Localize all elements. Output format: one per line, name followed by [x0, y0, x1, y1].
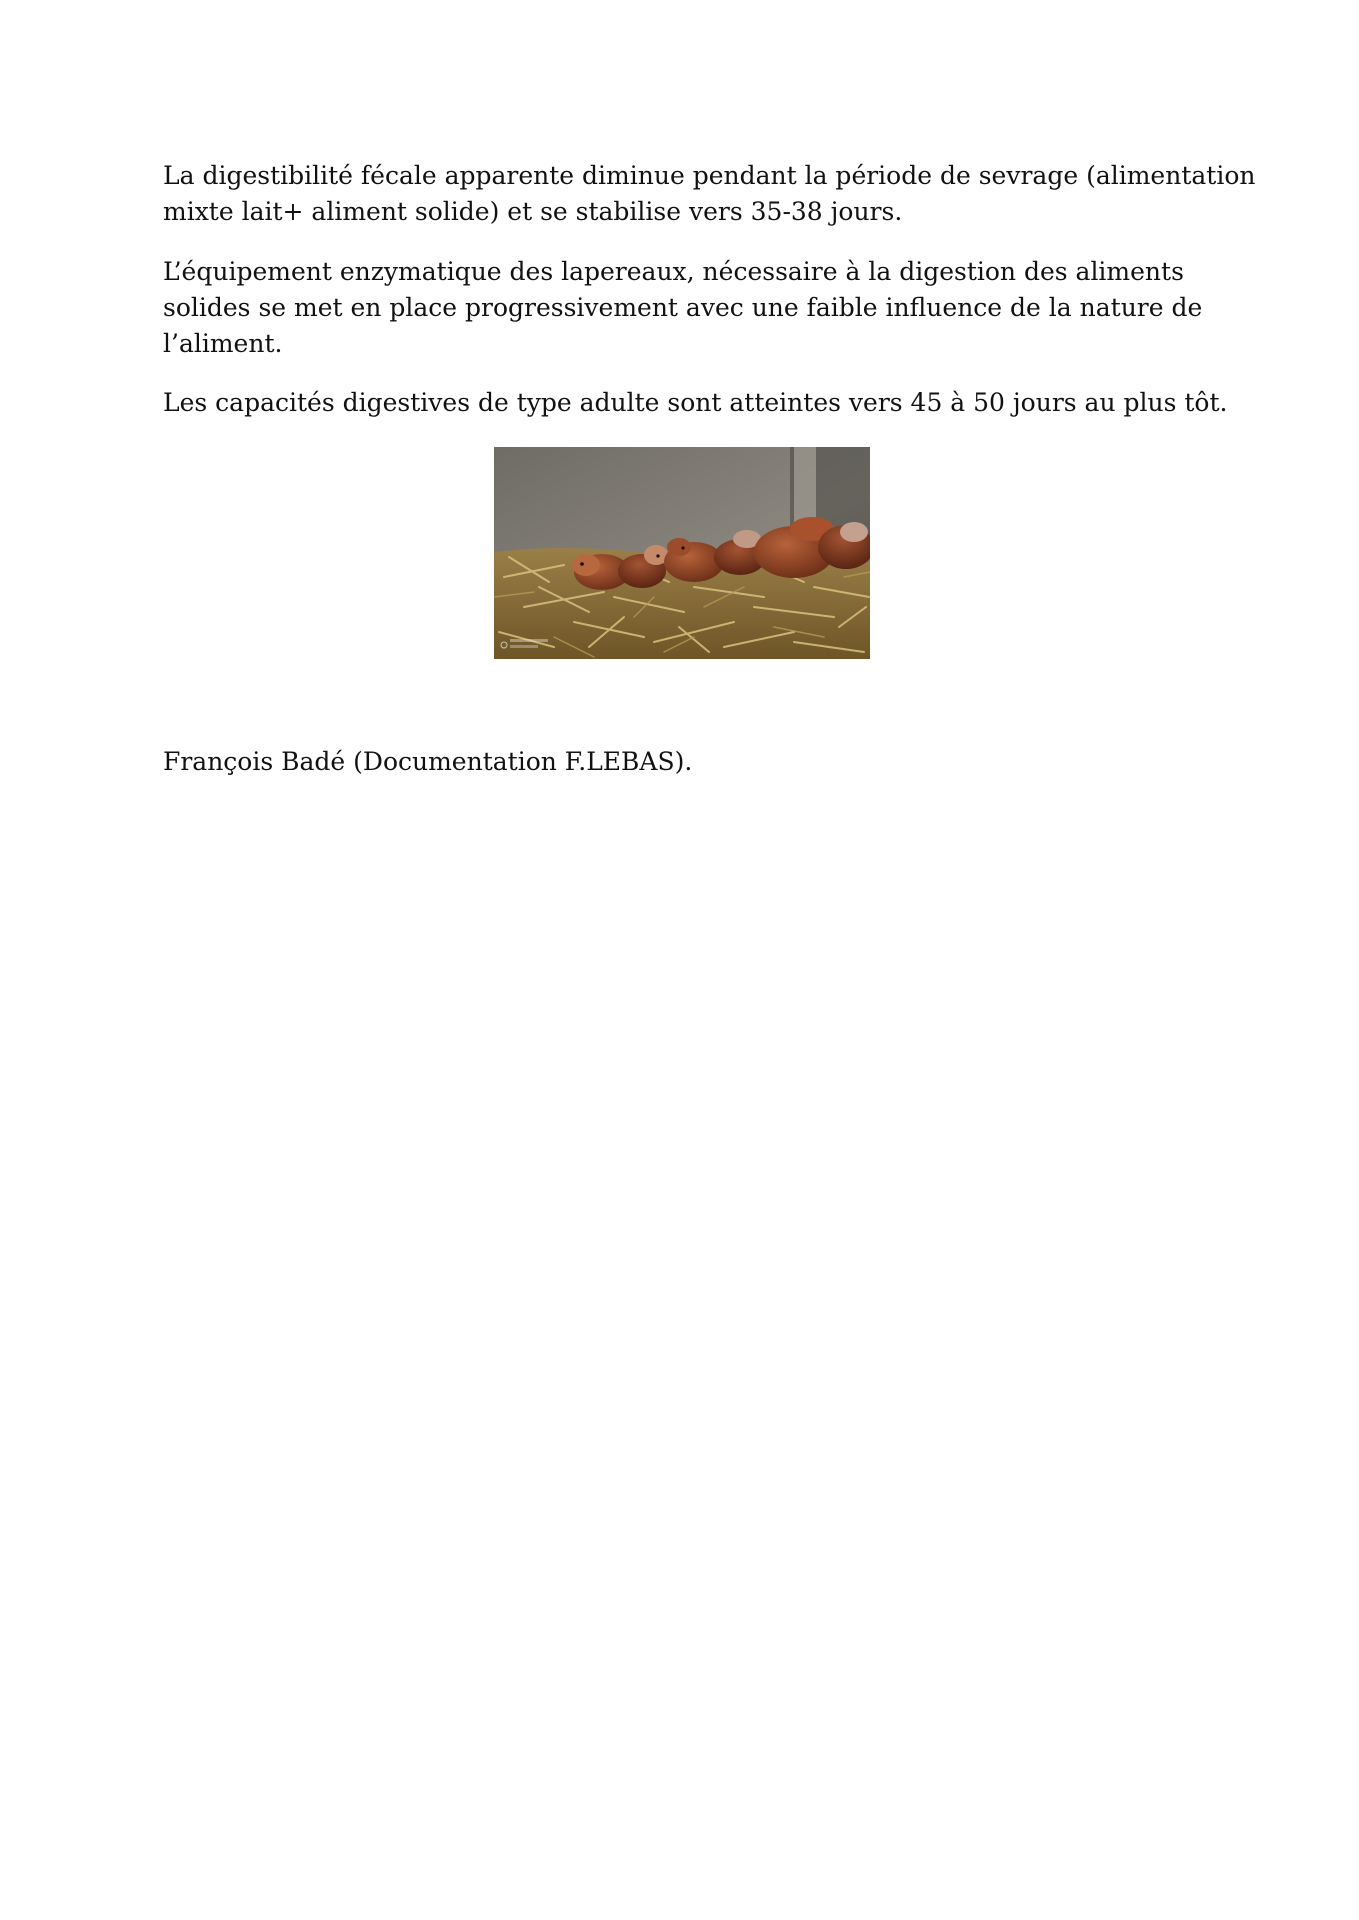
- paragraph-line: mixte lait+ aliment solide) et se stabilise vers 35-38 jours.: [163, 197, 903, 226]
- paragraph-line: l’aliment.: [163, 329, 283, 358]
- paragraph-digestibility: [163, 158, 1256, 230]
- paragraph-adult-capacity: [163, 385, 1228, 421]
- paragraph-line: Les capacités digestives de type adulte sont atteintes vers 45 à 50 jours au plus tôt.: [163, 388, 1228, 417]
- paragraph-line: La digestibilité fécale apparente diminue pendant la période de sevrage (alimentation: [163, 161, 1256, 190]
- paragraph-enzymes: [163, 254, 1223, 362]
- paragraph-line: L’équipement enzymatique des lapereaux, nécessaire à la digestion des aliments: [163, 257, 1184, 286]
- rabbits-photo: [494, 447, 870, 659]
- paragraph-line: solides se met en place progressivement avec une faible influence de la nature de: [163, 293, 1203, 322]
- signature-line: [163, 744, 1223, 780]
- signature-text: François Badé (Documentation F.LEBAS).: [163, 747, 693, 776]
